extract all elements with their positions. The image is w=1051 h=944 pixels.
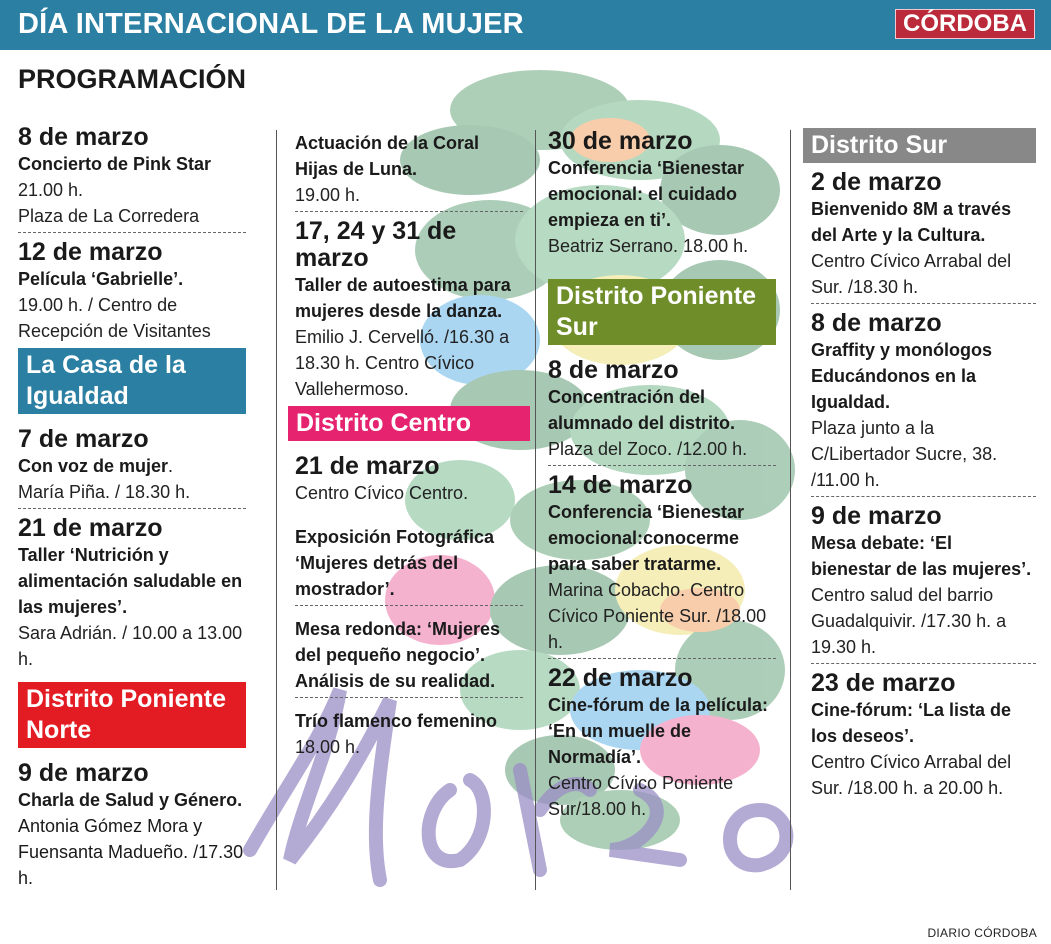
dashed-separator — [811, 496, 1036, 497]
event-title: Taller de autoestima para mujeres desde la danza. — [295, 275, 511, 321]
event-title: Exposición Fotográfica ‘Mujeres detrás del mostrador’. — [295, 527, 495, 599]
event-title-line — [18, 787, 246, 891]
event-date: 9 de marzo — [811, 502, 942, 530]
event-date: 8 de marzo — [548, 356, 679, 384]
dashed-separator — [18, 232, 246, 233]
dashed-separator — [811, 663, 1036, 664]
event-title: Conferencia ‘Bienestar emocional:conocerme para saber tratarme. — [548, 502, 745, 574]
event-title: Con voz de mujer — [18, 456, 169, 476]
event-date: 8 de marzo — [18, 123, 149, 151]
event-detail: María Piña. / 18.30 h. — [18, 482, 191, 502]
event-date: 22 de marzo — [548, 664, 693, 692]
event-detail: Marina Cobacho. Centro Cívico Poniente Sur. /18.00 h. — [548, 580, 767, 652]
event-date: 2 de marzo — [811, 168, 942, 196]
footer-credit: DIARIO CÓRDOBA — [927, 926, 1037, 940]
dashed-separator — [18, 508, 246, 509]
event-place: Plaza de La Corredera — [18, 206, 200, 226]
event-title: Taller ‘Nutrición y alimentación saludable en las mujeres’. — [18, 545, 243, 617]
event-title: Bienvenido 8M a través del Arte y la Cultura. — [811, 199, 1012, 245]
event-detail: Beatriz Serrano. 18.00 h. — [548, 236, 749, 256]
event-title: Mesa redonda: ‘Mujeres del pequeño negocio’. Análisis de su realidad. — [295, 619, 501, 691]
event-title-punct: . — [168, 456, 174, 476]
page-title: DÍA INTERNACIONAL DE LA MUJER — [18, 8, 524, 40]
event-date: 30 de marzo — [548, 127, 693, 155]
event-date: 21 de marzo — [295, 452, 440, 480]
event-date: 17, 24 y 31 de marzo — [295, 217, 457, 272]
event-date: 23 de marzo — [811, 669, 956, 697]
event-title: Concierto de Pink Star — [18, 154, 212, 174]
event-date: 9 de marzo — [18, 759, 149, 787]
event-date: 12 de marzo — [18, 238, 163, 266]
spacer — [295, 506, 523, 524]
event-title: Charla de Salud y Género. — [18, 790, 243, 810]
section-distrito-centro: Distrito Centro — [288, 406, 530, 441]
event-place: Centro Cívico Centro. — [295, 483, 469, 503]
event-date: 14 de marzo — [548, 471, 693, 499]
event-title: Trío flamenco femenino — [295, 711, 498, 731]
dashed-separator — [548, 465, 776, 466]
dashed-separator — [295, 697, 523, 698]
event-date: 7 de marzo — [18, 425, 149, 453]
event-time: 18.00 h. — [295, 737, 361, 757]
event-detail: Centro salud del barrio Guadalquivir. /17.30 h. a 19.30 h. — [811, 585, 1007, 657]
event-detail: Centro Cívico Poniente Sur/18.00 h. — [548, 773, 734, 819]
event-date: 8 de marzo — [811, 309, 942, 337]
section-distrito-sur: Distrito Sur — [803, 128, 1036, 163]
dashed-separator — [548, 658, 776, 659]
event-title: Actuación de la Coral Hijas de Luna. — [295, 133, 480, 179]
event-detail: 19.00 h. / Centro de Recepción de Visitantes — [18, 295, 211, 341]
dashed-separator — [811, 303, 1036, 304]
section-poniente-norte: Distrito Poniente Norte — [18, 682, 246, 748]
event-detail: Plaza del Zoco. /12.00 h. — [548, 439, 748, 459]
schedule-column-4 — [811, 128, 1036, 801]
column-divider — [535, 130, 536, 890]
column-divider — [276, 130, 277, 890]
event-title: Concentración del alumnado del distrito. — [548, 387, 736, 433]
schedule-column-3 — [548, 128, 776, 822]
event-title: Conferencia ‘Bienestar emocional: el cuidado empieza en ti’. — [548, 158, 745, 230]
event-detail: Centro Cívico Arrabal del Sur. /18.30 h. — [811, 251, 1012, 297]
schedule-column-2 — [295, 130, 523, 760]
brand-logo: CÓRDOBA — [895, 9, 1035, 39]
event-detail: Antonia Gómez Mora y Fuensanta Madueño. /17.30 h. — [18, 816, 244, 888]
event-title: Graffity y monólogos Educándonos en la Igualdad. — [811, 340, 993, 412]
event-title-line — [18, 453, 246, 479]
dashed-separator — [295, 605, 523, 606]
section-casa-igualdad: La Casa de la Igualdad — [18, 348, 246, 414]
header-bar — [0, 0, 1051, 50]
event-detail: Plaza junto a la C/Libertador Sucre, 38. /11.00 h. — [811, 418, 998, 490]
section-poniente-sur: Distrito Poniente Sur — [548, 279, 776, 345]
event-time: 21.00 h. — [18, 180, 84, 200]
event-detail: Sara Adrián. / 10.00 a 13.00 h. — [18, 623, 243, 669]
schedule-column-1 — [18, 124, 246, 891]
dashed-separator — [295, 211, 523, 212]
column-divider — [790, 130, 791, 890]
event-detail: Centro Cívico Arrabal del Sur. /18.00 h. a 20.00 h. — [811, 752, 1012, 798]
event-date: 21 de marzo — [18, 514, 163, 542]
event-title: Cine-fórum: ‘La lista de los deseos’. — [811, 700, 1012, 746]
event-title: Mesa debate: ‘El bienestar de las mujeres’. — [811, 533, 1032, 579]
event-title: Película ‘Gabrielle’. — [18, 269, 184, 289]
section-heading-programacion: PROGRAMACIÓN — [18, 64, 246, 94]
event-title: Cine-fórum de la película: ‘En un muelle de Normadía’. — [548, 695, 769, 767]
event-time: 19.00 h. — [295, 185, 361, 205]
event-detail: Emilio J. Cervelló. /16.30 a 18.30 h. Centro Cívico Vallehermoso. — [295, 327, 510, 399]
